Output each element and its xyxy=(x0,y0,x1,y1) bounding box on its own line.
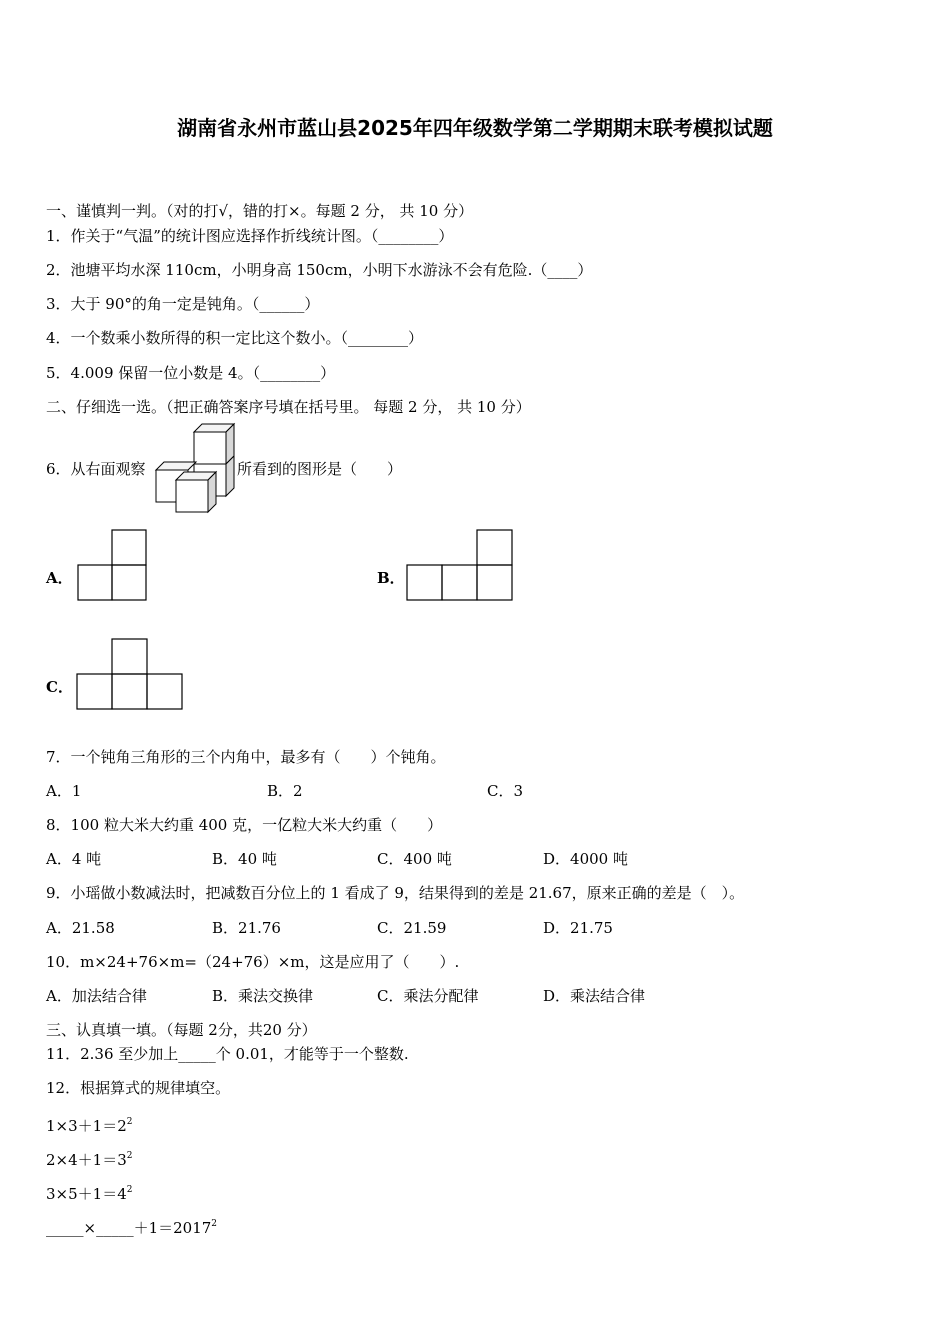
question-6-text-after: 所看到的图形是（ ） xyxy=(237,460,403,478)
question-5: 5．4.009 保留一位小数是 4。（________） xyxy=(46,364,336,382)
q7-option-a: A．1 xyxy=(46,782,82,800)
q9-option-d: D．21.75 xyxy=(543,919,613,937)
equation-3 xyxy=(46,1179,132,1205)
q9-option-b: B．21.76 xyxy=(212,919,281,937)
section-2-heading: 二、仔细选一选。（把正确答案序号填在括号里。 每题 2 分， 共 10 分） xyxy=(46,398,531,416)
equation-4-exponent: 2 xyxy=(211,1219,218,1229)
equation-3-exponent: 2 xyxy=(126,1185,133,1195)
question-1: 1．作关于“气温”的统计图应选择作折线统计图。（________） xyxy=(46,227,454,245)
q10-option-a: A．加法结合律 xyxy=(46,987,147,1005)
q6-option-c-label: C． xyxy=(46,678,73,696)
q7-option-c: C．3 xyxy=(487,782,524,800)
cube-stack-figure xyxy=(154,420,238,512)
q8-option-a: A．4 吨 xyxy=(46,850,102,868)
equation-2 xyxy=(46,1145,132,1171)
q6-option-a-figure xyxy=(76,528,148,602)
equation-1 xyxy=(46,1111,132,1137)
question-10: 10．m×24+76×m=（24+76）×m，这是应用了（ ）. xyxy=(46,953,460,971)
question-3: 3．大于 90°的角一定是钝角。（______） xyxy=(46,295,320,313)
question-4: 4．一个数乘小数所得的积一定比这个数小。（________） xyxy=(46,329,424,347)
equation-3-text: 3×5＋1＝4 xyxy=(46,1185,127,1203)
question-12: 12．根据算式的规律填空。 xyxy=(46,1079,231,1097)
section-3-heading: 三、认真填一填。（每题 2分，共20 分） xyxy=(46,1021,317,1039)
equation-2-text: 2×4＋1＝3 xyxy=(46,1151,127,1169)
equation-1-exponent: 2 xyxy=(126,1117,133,1127)
question-2: 2．池塘平均水深 110cm，小明身高 150cm，小明下水游泳不会有危险.（____） xyxy=(46,261,593,279)
question-9: 9．小瑶做小数减法时，把减数百分位上的 1 看成了 9，结果得到的差是 21.67，原来正确的差是（ ）。 xyxy=(46,884,745,902)
q6-option-b-label: B． xyxy=(377,569,405,587)
q8-option-c: C．400 吨 xyxy=(377,850,452,868)
section-1-heading: 一、谨慎判一判。（对的打√，错的打×。每题 2 分， 共 10 分） xyxy=(46,202,474,220)
q6-option-a-label: A． xyxy=(46,569,73,587)
q10-option-c: C．乘法分配律 xyxy=(377,987,479,1005)
q10-option-d: D．乘法结合律 xyxy=(543,987,646,1005)
equation-4 xyxy=(46,1213,217,1239)
equation-2-exponent: 2 xyxy=(126,1151,133,1161)
exam-title: 湖南省永州市蓝山县2025年四年级数学第二学期期末联考模拟试题 xyxy=(177,116,773,140)
question-11: 11．2.36 至少加上_____个 0.01，才能等于一个整数. xyxy=(46,1045,409,1063)
equation-4-text: _____×_____＋1＝2017 xyxy=(46,1219,212,1237)
q8-option-b: B．40 吨 xyxy=(212,850,277,868)
q9-option-c: C．21.59 xyxy=(377,919,447,937)
q6-option-b-figure xyxy=(406,528,514,602)
q7-option-b: B．2 xyxy=(267,782,303,800)
question-8: 8．100 粒大米大约重 400 克，一亿粒大米大约重（ ） xyxy=(46,816,443,834)
q6-option-c-figure xyxy=(76,637,184,711)
question-7: 7．一个钝角三角形的三个内角中，最多有（ ）个钝角。 xyxy=(46,748,446,766)
q10-option-b: B．乘法交换律 xyxy=(212,987,314,1005)
question-6-text-before: 6．从右面观察 xyxy=(46,460,146,478)
equation-1-text: 1×3＋1＝2 xyxy=(46,1117,127,1135)
q9-option-a: A．21.58 xyxy=(46,919,115,937)
q8-option-d: D．4000 吨 xyxy=(543,850,628,868)
